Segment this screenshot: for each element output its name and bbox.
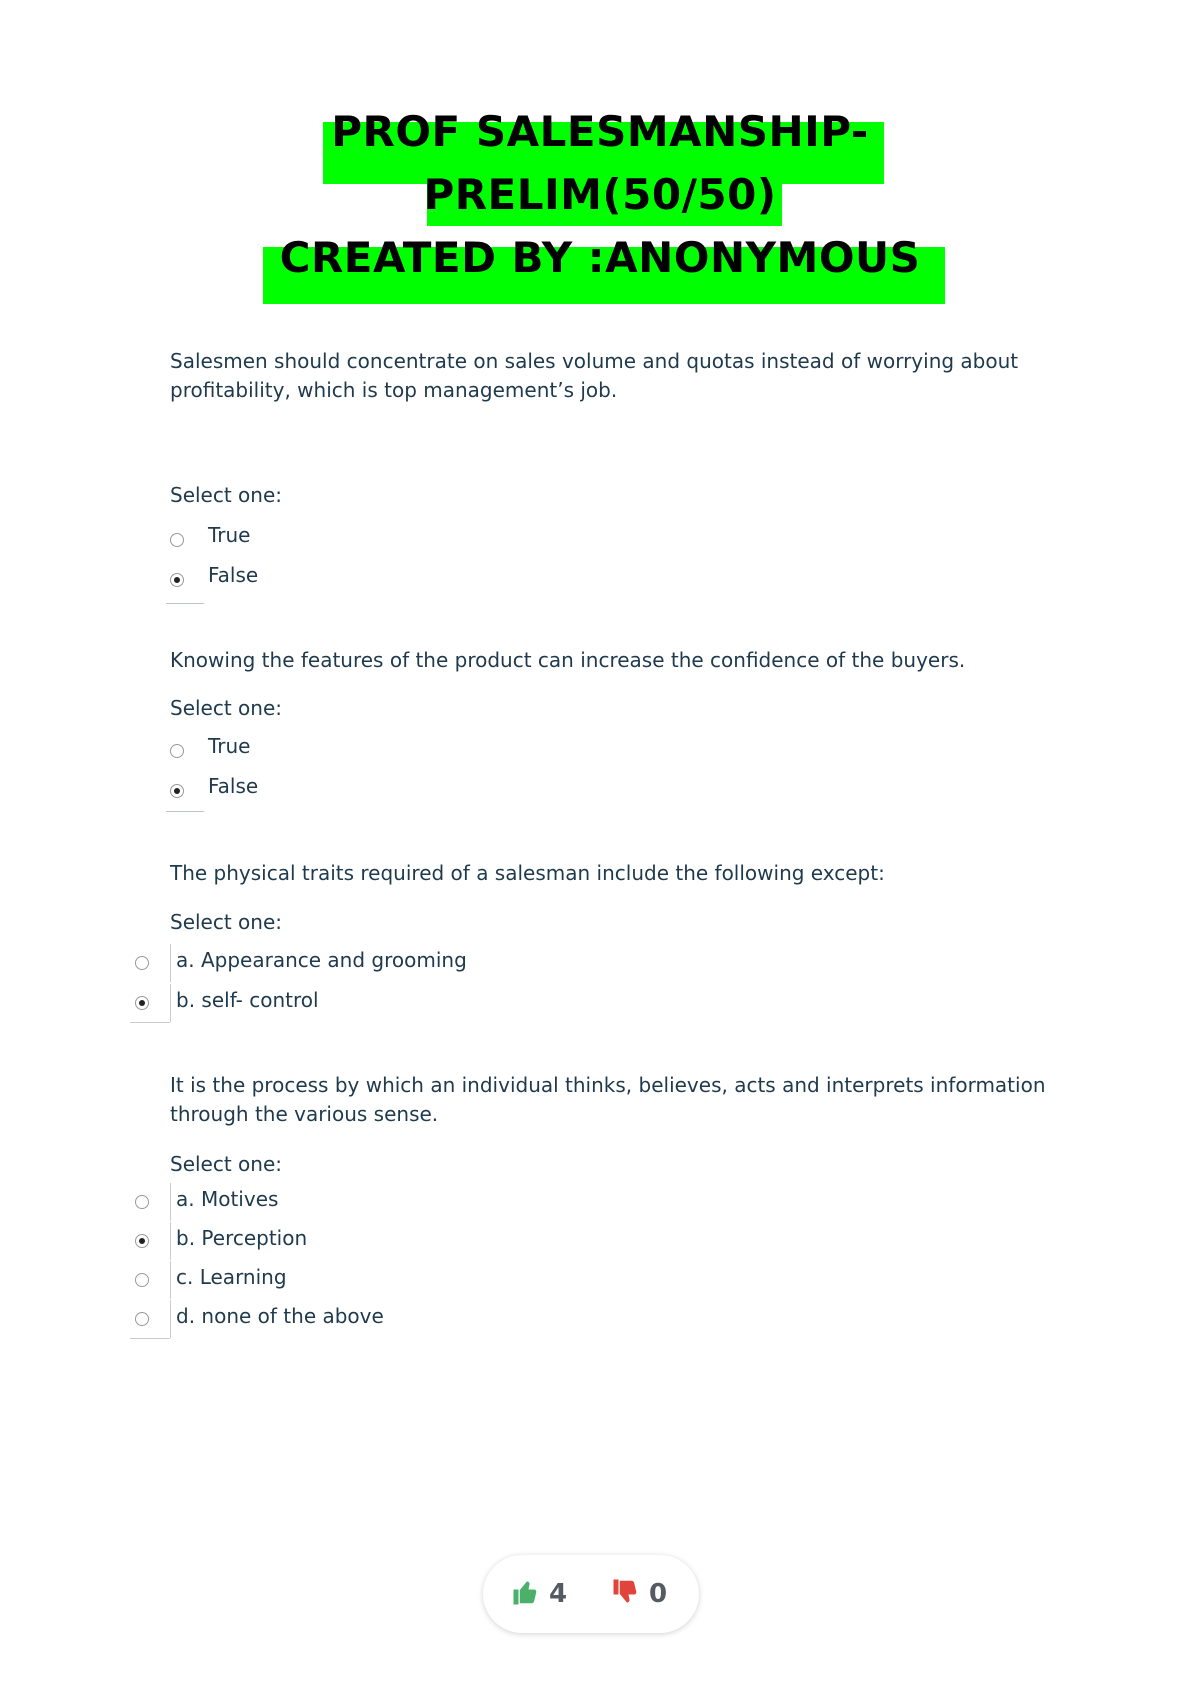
option-label: d. none of the above [176,1304,384,1328]
select-one-label: Select one: [170,1152,283,1176]
dislike-count: 0 [649,1579,668,1609]
radio-button-icon[interactable] [170,744,184,758]
title-text-2: PRELIM(50/50) [423,170,777,219]
radio-button-checked-icon[interactable] [170,784,184,798]
question-text-line: Salesmen should concentrate on sales volume and quotas instead of worrying about [170,349,1019,373]
option-b[interactable] [130,1222,530,1260]
question-text-line: through the various sense. [170,1102,439,1126]
option-label: b. Perception [176,1226,308,1250]
option-a[interactable] [130,944,530,982]
dislike-button[interactable] [611,1575,667,1613]
option-label: c. Learning [176,1265,287,1289]
thumbs-up-icon [511,1577,541,1611]
option-divider [130,1022,170,1023]
radio-button-icon[interactable] [135,1273,149,1287]
option-d[interactable] [130,1300,530,1338]
select-one-label: Select one: [170,910,283,934]
radio-button-icon[interactable] [135,1312,149,1326]
option-b[interactable] [130,984,530,1022]
option-label: b. self- control [176,988,319,1012]
option-label: True [208,523,251,547]
like-button[interactable] [511,1575,567,1613]
option-label: False [208,774,259,798]
option-label: False [208,563,259,587]
option-a[interactable] [130,1183,530,1221]
vote-widget [483,1555,699,1633]
option-label: a. Appearance and grooming [176,948,467,972]
title-text-1: PROF SALESMANSHIP- [331,107,869,156]
option-box [130,1261,171,1299]
option-c[interactable] [130,1261,530,1299]
question-4-text [170,1071,1046,1129]
select-one-label: Select one: [170,483,283,507]
option-box [130,1183,171,1221]
radio-button-checked-icon[interactable] [170,573,184,587]
radio-button-checked-icon[interactable] [135,996,149,1010]
radio-button-icon[interactable] [170,533,184,547]
option-divider [130,1338,170,1339]
option-box [130,984,171,1022]
option-box [130,1300,171,1338]
option-box [130,944,171,982]
question-2-text [170,646,965,675]
radio-button-icon[interactable] [135,956,149,970]
question-text-line: Knowing the features of the product can increase the confidence of the buyers. [170,648,966,672]
select-one-label: Select one: [170,696,283,720]
question-3-text [170,859,885,888]
option-divider [166,603,204,604]
document-title [0,100,1200,289]
option-label: a. Motives [176,1187,279,1211]
radio-button-icon[interactable] [135,1195,149,1209]
question-text-line: It is the process by which an individual thinks, believes, acts and interprets information [170,1073,1046,1097]
question-1-text [170,347,1018,405]
title-line-1 [0,100,1200,163]
title-line-2 [0,163,1200,226]
option-box [130,1222,171,1260]
question-text-line: The physical traits required of a salesman include the following except: [170,861,885,885]
title-line-3 [0,226,1200,289]
radio-button-checked-icon[interactable] [135,1234,149,1248]
option-divider [166,811,204,812]
thumbs-down-icon [611,1577,641,1611]
title-text-3: CREATED BY :ANONYMOUS [279,233,921,282]
like-count: 4 [549,1579,568,1609]
question-text-line: profitability, which is top management’s job. [170,378,618,402]
option-label: True [208,734,251,758]
